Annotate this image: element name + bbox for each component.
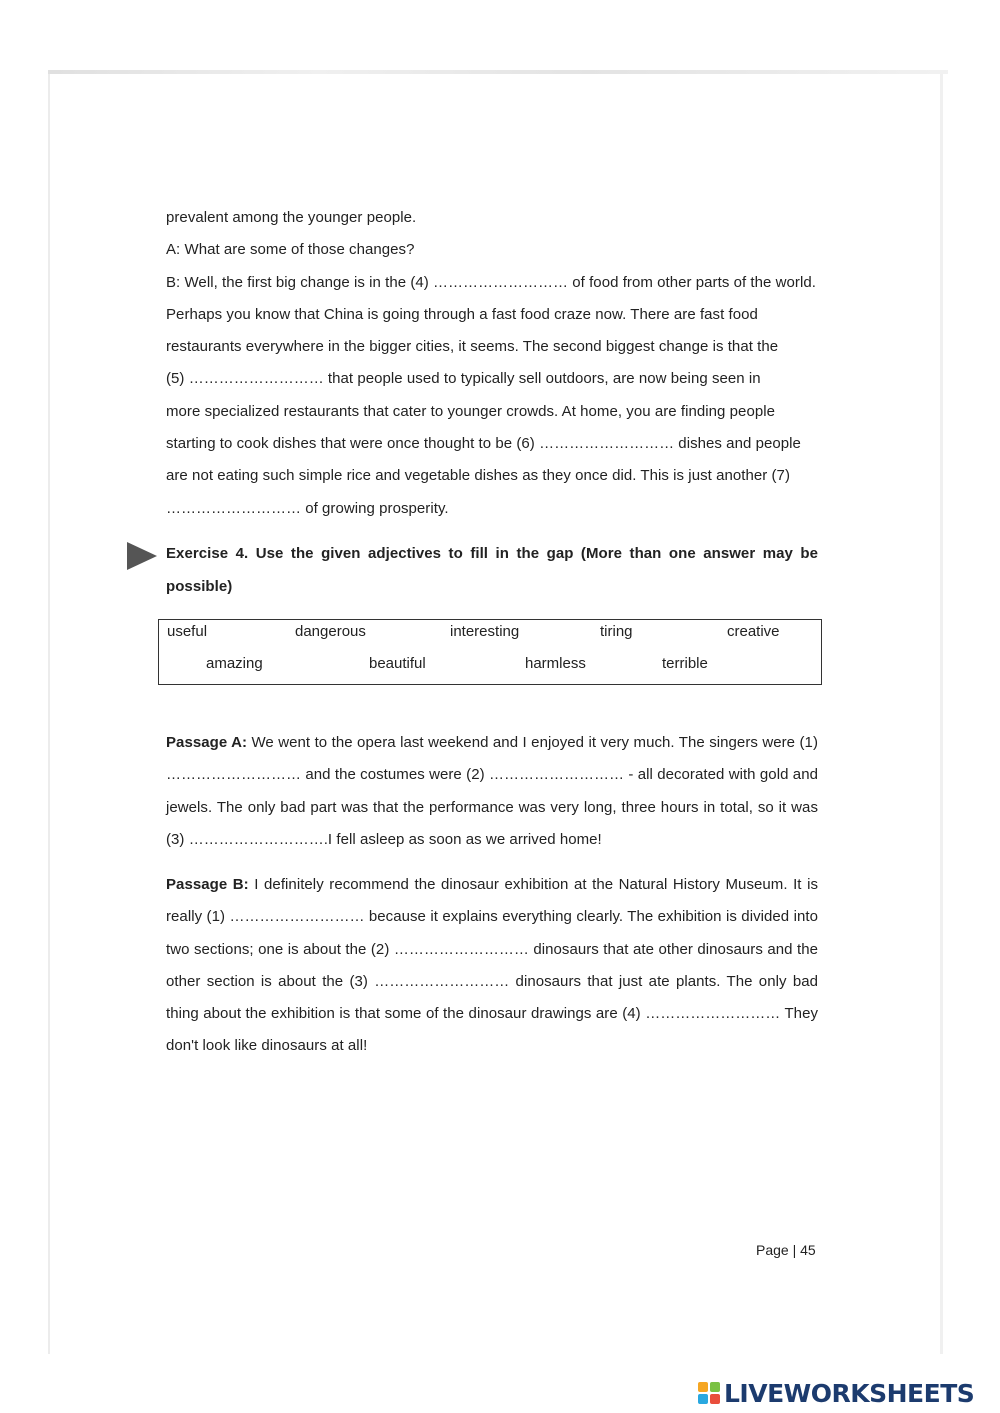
gap-b1[interactable]: ………………………	[229, 908, 365, 926]
word-interesting: interesting	[450, 623, 520, 640]
text: of growing prosperity.	[301, 499, 449, 517]
dialog-line	[166, 493, 818, 525]
page-number: Page | 45	[756, 1242, 816, 1258]
text: I definitely recommend the dinosaur exhibition at the Natural History Museum. It is really (1)	[166, 876, 819, 926]
dialog-line: are not eating such simple rice and vegetable dishes as they once did. This is just another (7)	[166, 467, 790, 485]
text: dishes and people	[674, 435, 801, 453]
text: of food from other parts of the world.	[568, 273, 816, 291]
dialog-line: more specialized restaurants that cater to younger crowds. At home, you are finding people	[166, 402, 776, 420]
passage-b	[166, 869, 818, 1063]
text: that people used to typically sell outdoors, are now being seen in	[323, 370, 761, 388]
dialog-line	[166, 267, 818, 299]
dialog-line: Perhaps you know that China is going through a fast food craze now. There are fast food	[166, 305, 758, 323]
word-terrible: terrible	[662, 655, 708, 672]
gap-7[interactable]: ………………………	[166, 499, 301, 517]
liveworksheets-logo	[698, 1378, 974, 1408]
text: dinosaurs that ate other dinosaurs and the other section is about the (3)	[166, 940, 819, 990]
gap-4[interactable]: ………………………	[433, 273, 569, 291]
gap-a2[interactable]: ………………………	[488, 766, 624, 784]
scan-edge-right	[940, 74, 943, 1354]
gap-a1[interactable]: ………………………	[166, 766, 301, 784]
text: - all decorated with gold and jewels. The only bad part was that the performance was very long, three hours in total, so it was (3)	[166, 766, 818, 848]
word-harmless: harmless	[525, 655, 586, 672]
word-box	[158, 619, 822, 685]
word-tiring: tiring	[600, 623, 633, 640]
text: We went to the opera last weekend and I enjoyed it very much. The singers were (1)	[247, 734, 818, 751]
text: because it explains everything clearly. The exhibition is divided into two sections; one is about the (2)	[166, 908, 818, 958]
text: and the costumes were (2)	[301, 766, 489, 784]
text: .I fell asleep as soon as we arrived home!	[323, 830, 602, 848]
scan-edge-left	[48, 74, 50, 1354]
dialog-line: restaurants everywhere in the bigger cities, it seems. The second biggest change is that the	[166, 338, 779, 356]
text: They don't look like dinosaurs at all!	[166, 1005, 819, 1055]
dialog-text	[166, 202, 818, 525]
text: dinosaurs that just ate plants. The only bad thing about the exhibition is that some of the dinosaur drawings are (4)	[166, 972, 818, 1023]
word-beautiful: beautiful	[369, 655, 426, 672]
arrow-right-icon	[127, 542, 157, 570]
gap-b3[interactable]: ………………………	[374, 972, 510, 990]
logo-squares-icon	[698, 1382, 720, 1404]
dialog-line	[166, 363, 818, 395]
word-dangerous: dangerous	[295, 623, 366, 640]
text: (5)	[166, 370, 189, 388]
logo-text: LIVEWORKSHEETS	[724, 1378, 975, 1408]
word-amazing: amazing	[206, 655, 263, 672]
text: B: Well, the first big change is in the (4)	[166, 273, 434, 291]
gap-6[interactable]: ………………………	[539, 435, 675, 453]
gap-5[interactable]: ………………………	[188, 370, 324, 388]
dialog-line: prevalent among the younger people.	[166, 209, 417, 226]
exercise-title: Exercise 4. Use the given adjectives to fill in the gap (More than one answer may be possible)	[166, 545, 818, 595]
dialog-line	[166, 428, 818, 460]
passage-b-label: Passage B:	[166, 876, 249, 893]
passage-a	[166, 727, 818, 856]
passage-a-label: Passage A:	[166, 734, 248, 751]
word-creative: creative	[727, 623, 780, 640]
gap-b2[interactable]: ………………………	[393, 940, 529, 958]
gap-a3[interactable]: ………………………	[188, 830, 324, 848]
dialog-line: A: What are some of those changes?	[166, 241, 415, 259]
text: starting to cook dishes that were once thought to be (6)	[166, 435, 540, 453]
scan-edge-top	[48, 70, 948, 74]
word-useful: useful	[167, 623, 208, 640]
gap-b4[interactable]: ………………………	[645, 1005, 781, 1023]
